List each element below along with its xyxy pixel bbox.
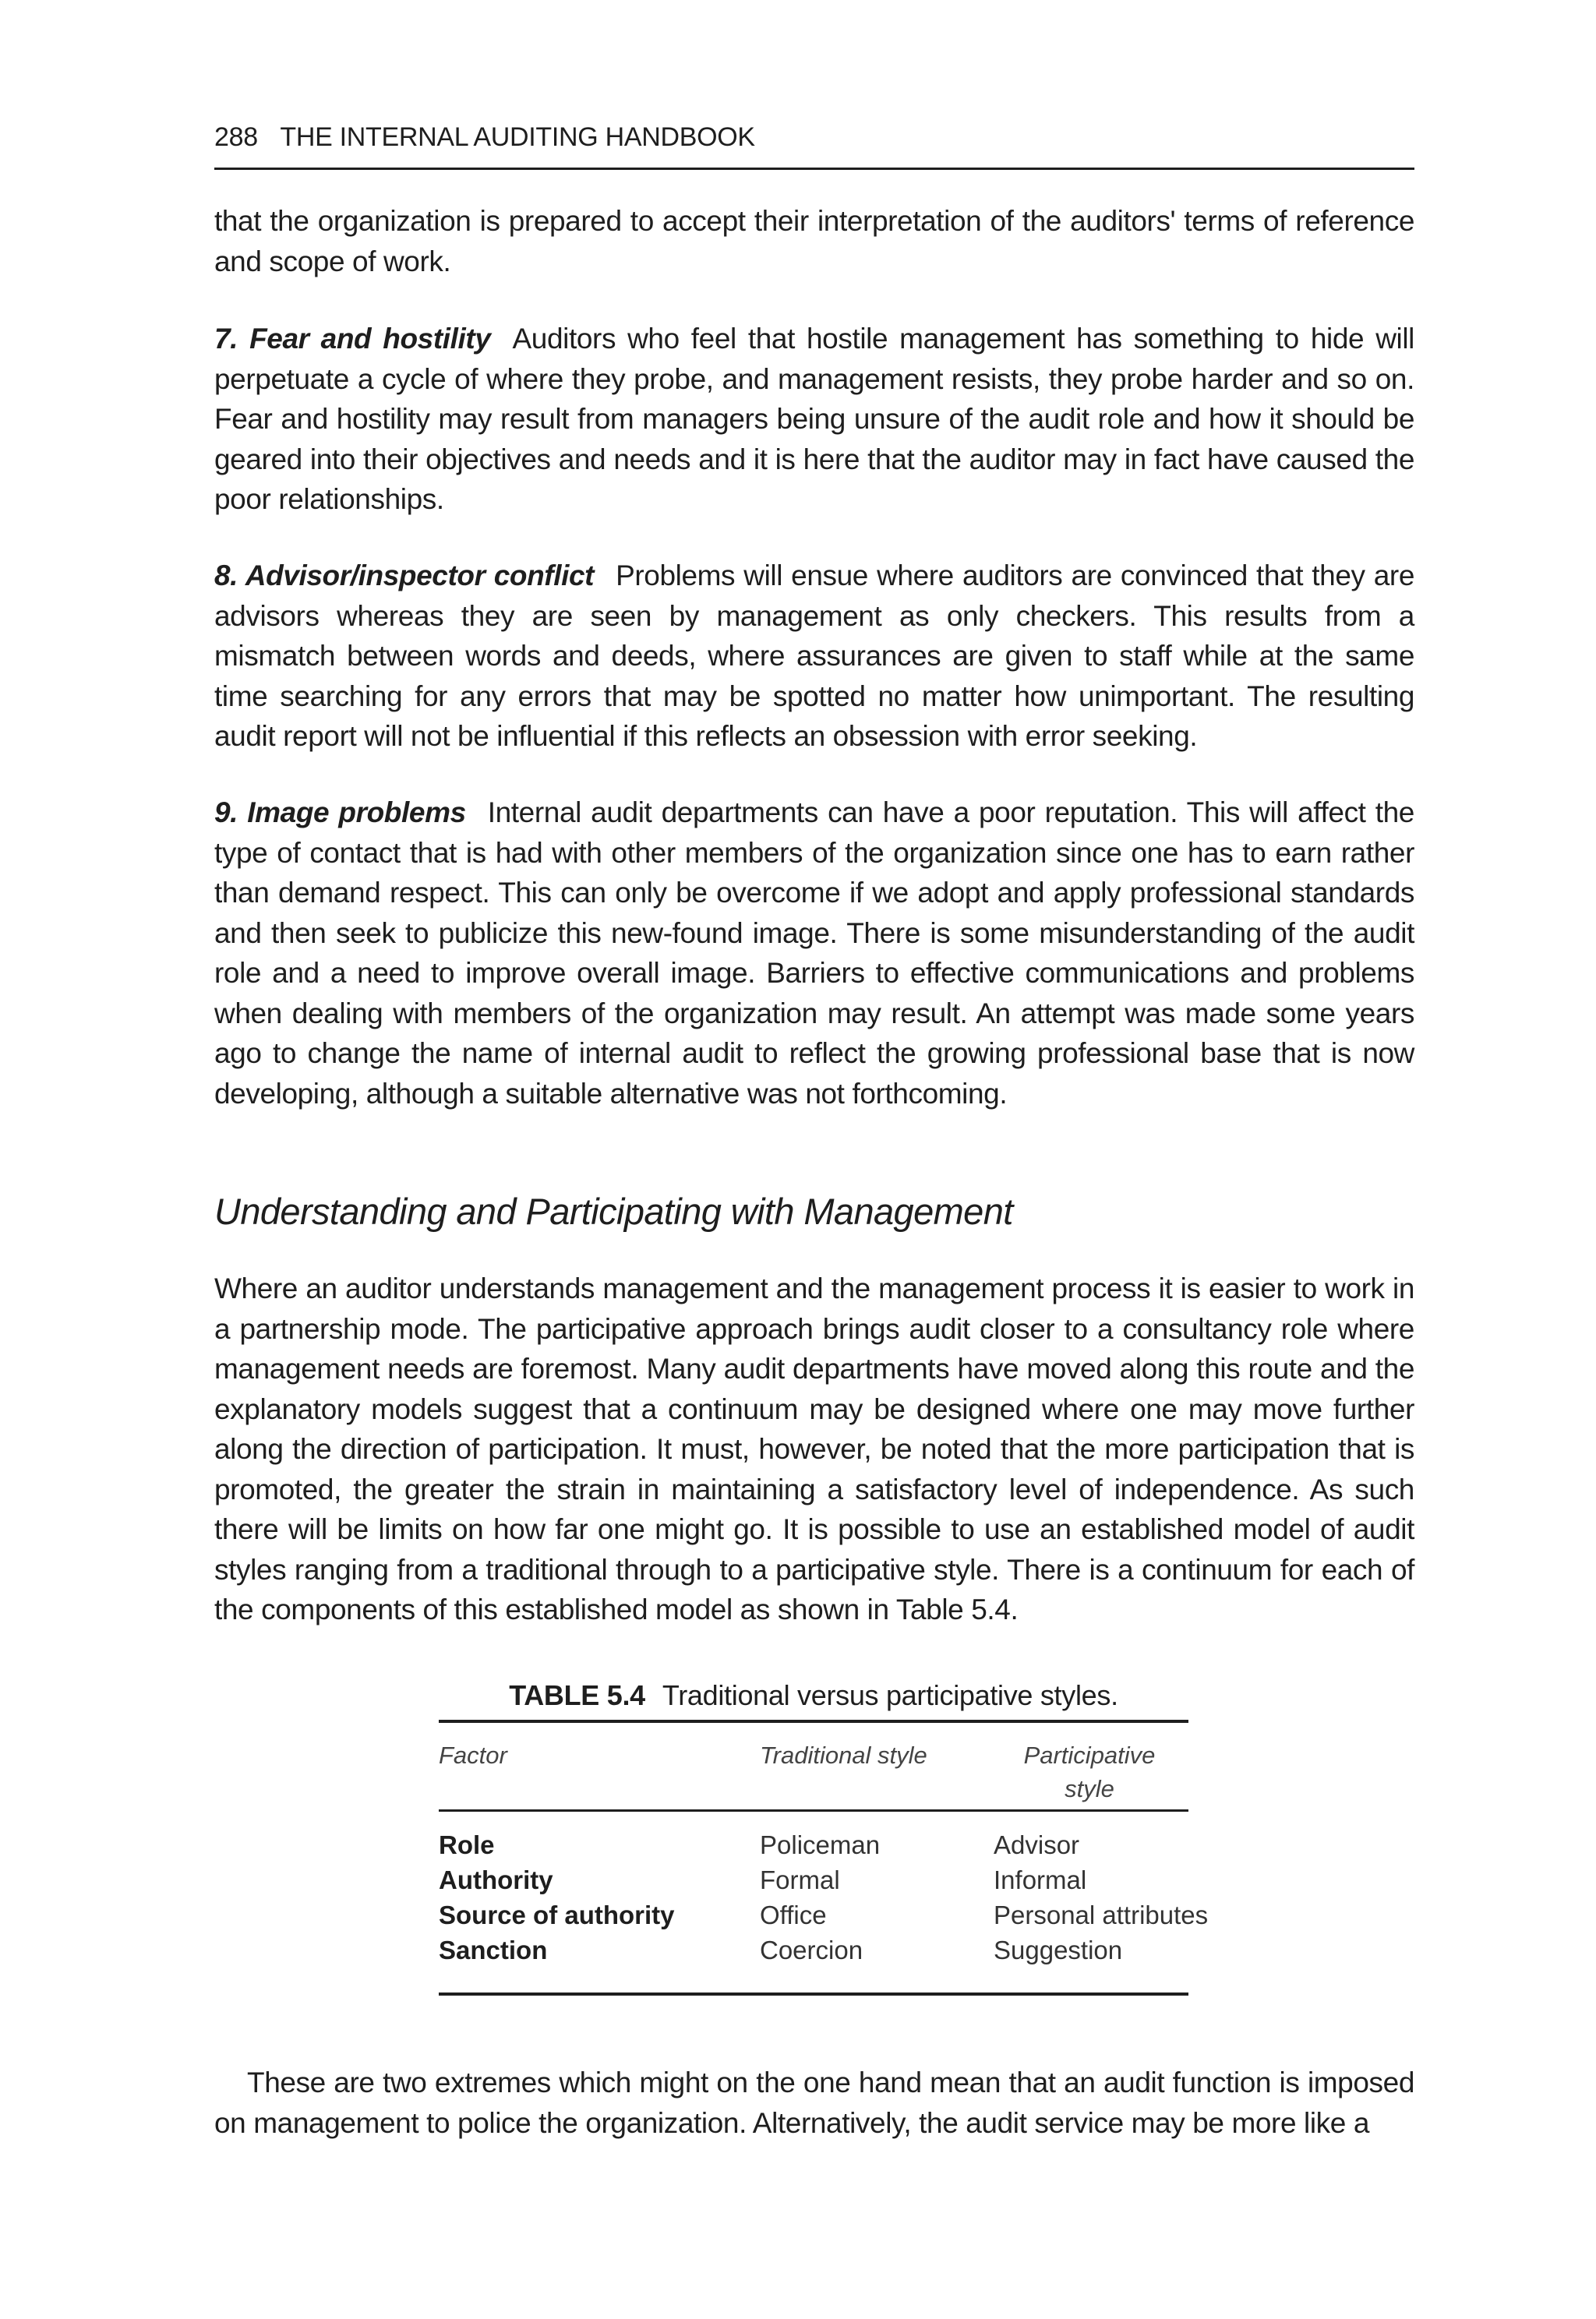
page-number: 288 xyxy=(214,122,258,152)
cell-traditional: Policeman xyxy=(760,1830,881,1859)
table-label: TABLE 5.4 xyxy=(509,1679,645,1711)
table-5-4 xyxy=(439,1671,1209,1996)
table-header-row xyxy=(439,1723,1188,1809)
table-row xyxy=(439,1827,1188,1862)
section-heading: Understanding and Participating with Management xyxy=(214,1191,1013,1232)
table-row xyxy=(439,1862,1188,1897)
header-rule xyxy=(214,168,1414,170)
paragraph-fear-and-hostility xyxy=(214,319,1414,520)
cell-traditional: Formal xyxy=(760,1865,840,1894)
cell-participative: Advisor xyxy=(994,1830,1080,1859)
column-header-participative-line1: Participative xyxy=(1023,1742,1156,1769)
column-header-traditional: Traditional style xyxy=(760,1742,927,1769)
cell-factor: Authority xyxy=(439,1865,553,1894)
item-text: Problems will ensue where auditors are convinced that they are advisors whereas they are seen by management as only checkers. This results from a mismatch between words and deeds, where assurances are given to staff while at the same time searching for any errors that may be spotted no matter how unimportant. The resulting audit report will not be influential if this reflects an obsession with error seeking. xyxy=(214,559,1414,752)
closing-paragraph: These are two extremes which might on the one hand mean that an audit function is imposed on management to police the organization. Alternatively, the audit service may be more like a xyxy=(214,2067,1414,2139)
item-text: Internal audit departments can have a poor reputation. This will affect the type of contact that is had with other members of the organization since one has to earn rather than demand respect. This can only be overcome if we adopt and apply professional standards and then seek to publicize this new-found image. There is some misunderstanding of the audit role and a need to improve overall image. Barriers to effective communications and problems when dealing with members of the organization may result. An attempt was made some years ago to change the name of internal audit to reflect the growing professional base that is now developing, although a suitable alternative was not forthcoming. xyxy=(214,796,1414,1110)
paragraph-image-problems xyxy=(214,792,1414,1114)
item-heading: 8. Advisor/inspector conflict xyxy=(214,559,595,591)
column-header-factor: Factor xyxy=(439,1742,507,1769)
paragraph-advisor-inspector-conflict xyxy=(214,556,1414,757)
cell-factor: Source of authority xyxy=(439,1901,675,1929)
cell-participative: Suggestion xyxy=(994,1936,1123,1964)
book-title: THE INTERNAL AUDITING HANDBOOK xyxy=(280,122,755,152)
column-header-participative xyxy=(994,1738,1185,1805)
table-caption-text: Traditional versus participative styles. xyxy=(662,1679,1118,1711)
running-header xyxy=(214,118,1414,156)
item-text: Auditors who feel that hostile management has something to hide will perpetuate a cycle of where they probe, and management resists, they probe harder and so on. Fear and hostility may result from managers being unsure of the audit role and how it should be geared into their objectives and needs and it is here that the auditor may in fact have caused the poor relationships. xyxy=(214,323,1414,515)
continuation-paragraph: that the organization is prepared to accept their interpretation of the auditors' terms of reference and scope of work. xyxy=(214,205,1414,277)
cell-participative: Personal attributes xyxy=(994,1901,1209,1929)
table-body xyxy=(439,1812,1209,1993)
table-bottom-rule xyxy=(439,1993,1188,1996)
table-caption xyxy=(439,1671,1188,1720)
cell-traditional: Office xyxy=(760,1901,827,1929)
table-row xyxy=(439,1897,1209,1932)
item-heading: 7. Fear and hostility xyxy=(214,323,491,355)
cell-factor: Role xyxy=(439,1830,495,1859)
table-row xyxy=(439,1932,1188,1968)
item-heading: 9. Image problems xyxy=(214,796,466,828)
section-intro-paragraph: Where an auditor understands management and the management process it is easier to work in a partnership mode. The participative approach brings audit closer to a consultancy role where management needs are foremost. Many audit departments have moved along this route and the explanatory models suggest that a continuum may be designed where one may move further along the direction of participation. It must, however, be noted that the more participation that is promoted, the greater the strain in maintaining a satisfactory level of independence. As such there will be limits on how far one might go. It is possible to use an established model of audit styles ranging from a traditional through to a participative style. There is a continuum for each of the components of this established model as shown in Table 5.4. xyxy=(214,1272,1414,1625)
column-header-participative-line2: style xyxy=(1065,1775,1114,1802)
cell-traditional: Coercion xyxy=(760,1936,863,1964)
cell-participative: Informal xyxy=(994,1865,1087,1894)
cell-factor: Sanction xyxy=(439,1936,548,1964)
